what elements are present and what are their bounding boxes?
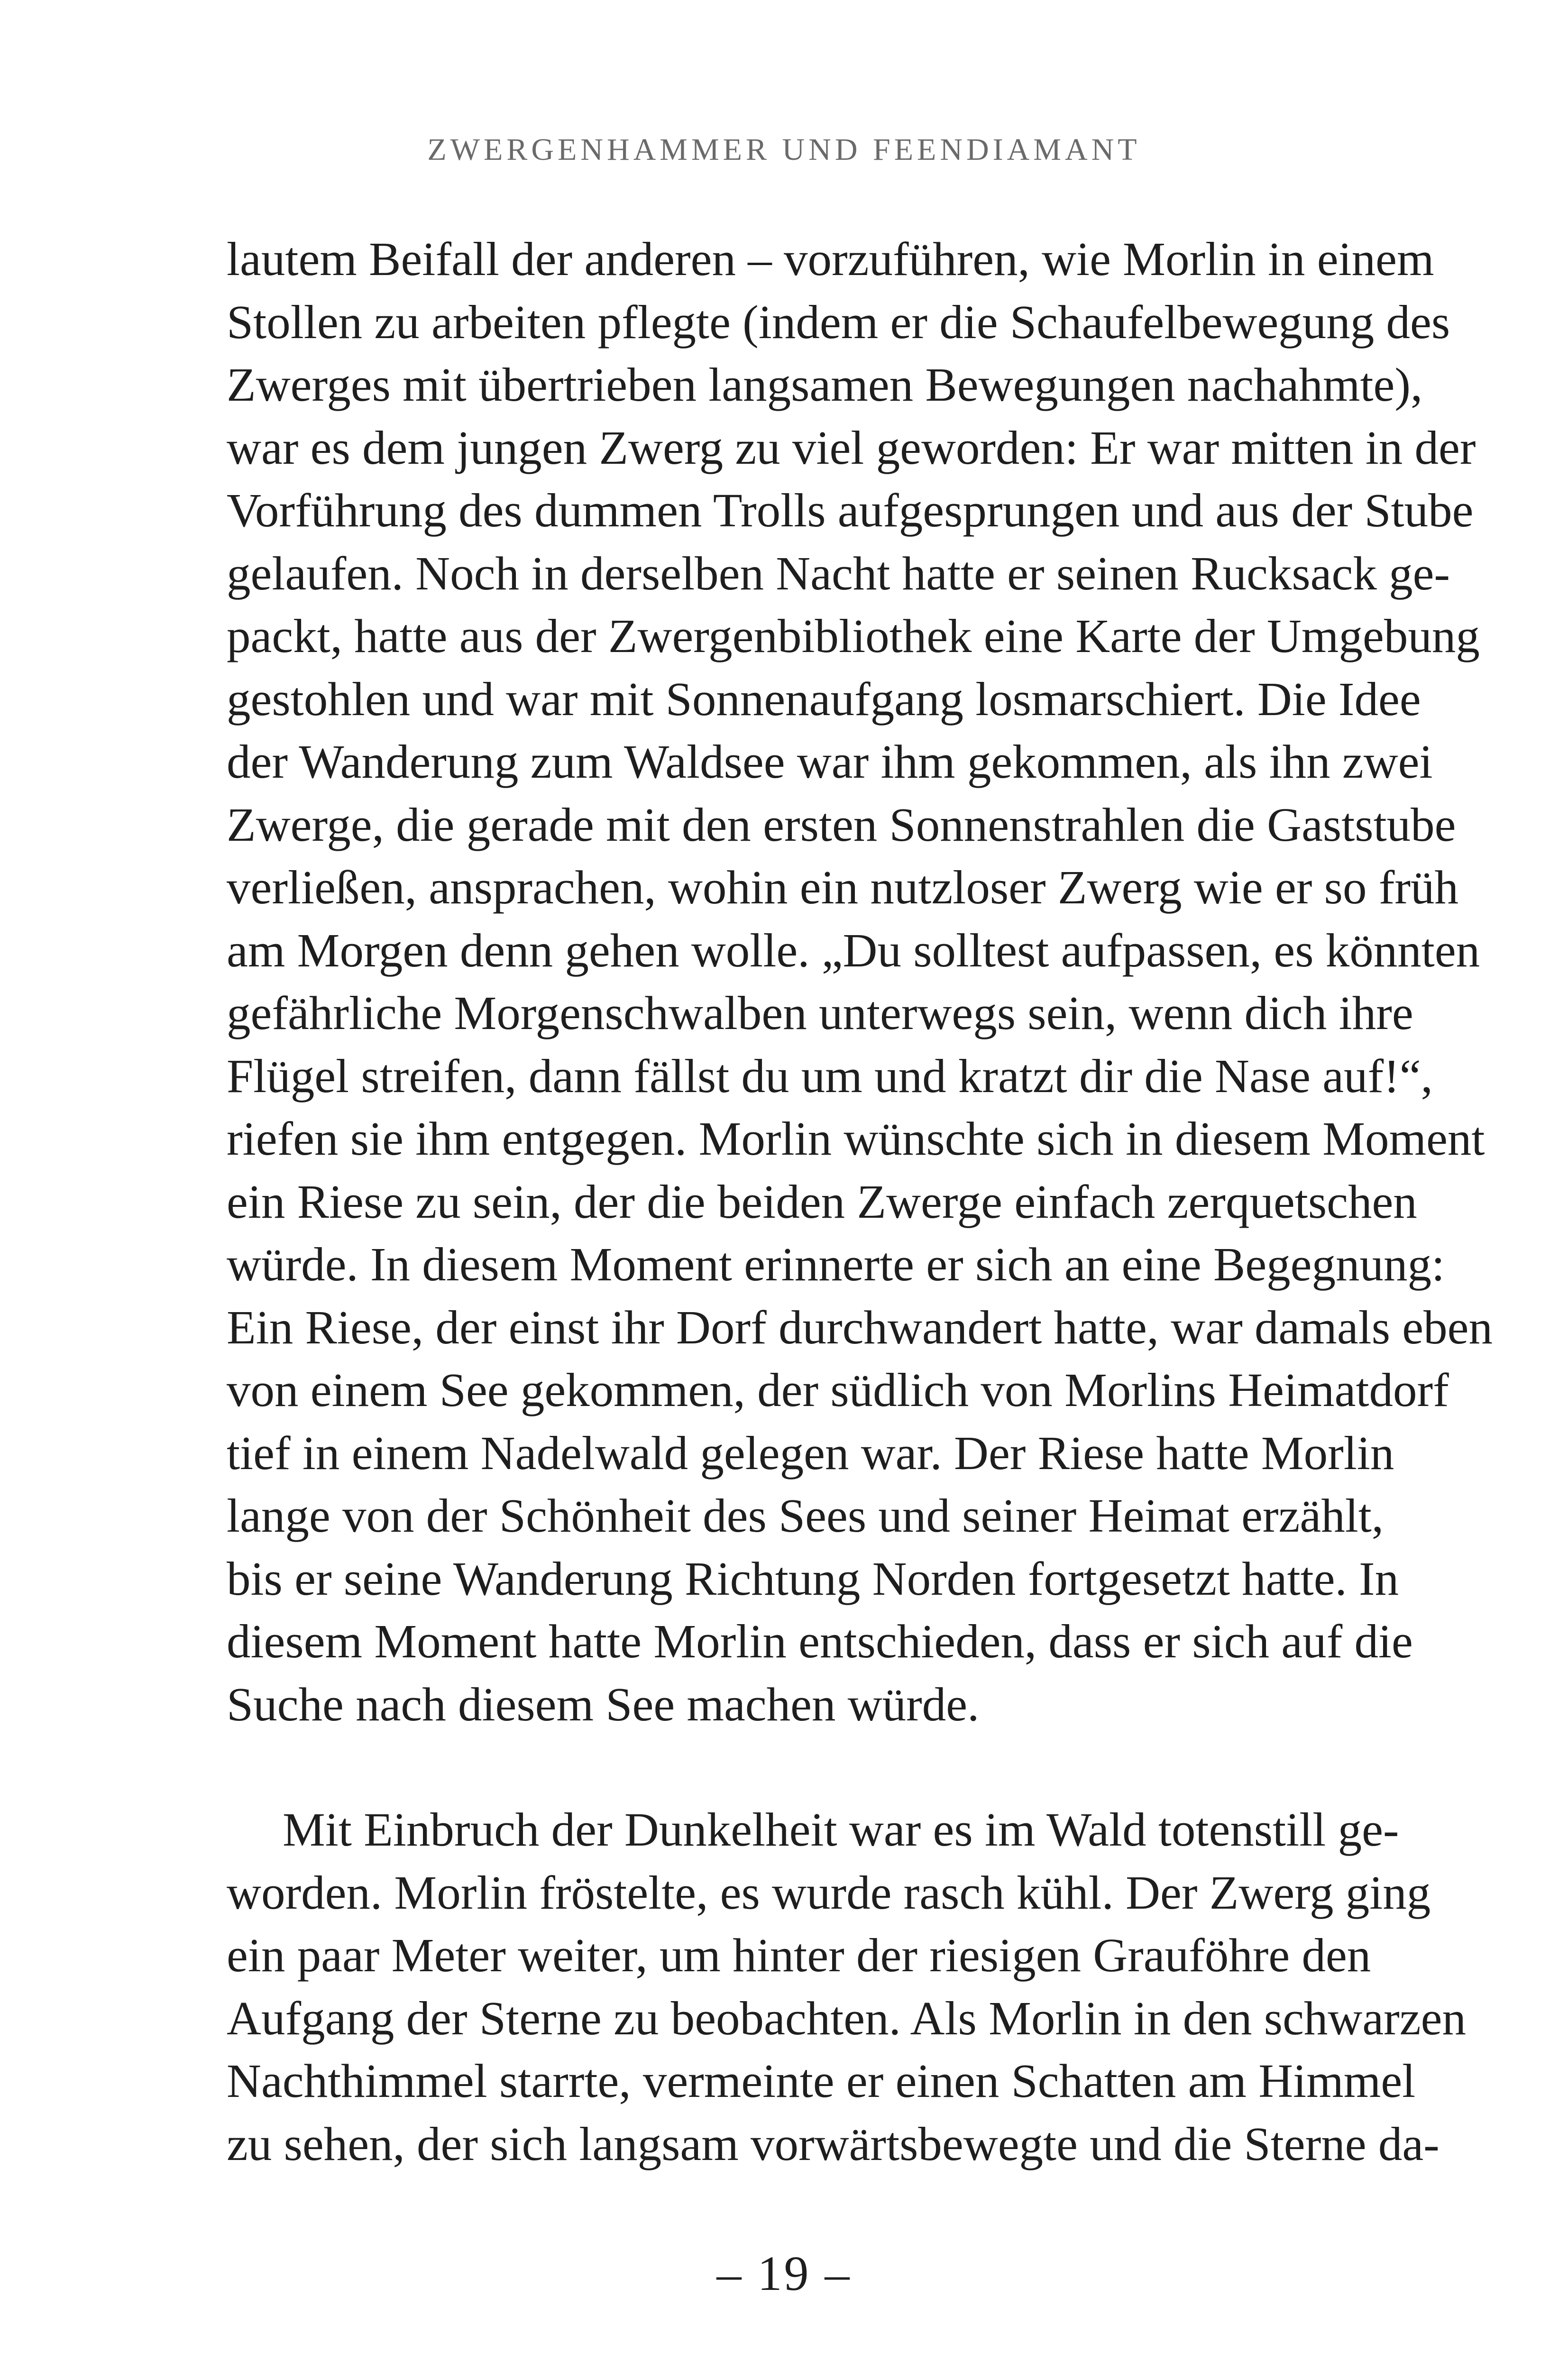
text-line: Aufgang der Sterne zu beobachten. Als Morlin in den schwarzen	[227, 1991, 1466, 2045]
text-line: bis er seine Wanderung Richtung Norden fortgesetzt hatte. In	[227, 1552, 1399, 1605]
text-line: lange von der Schönheit des Sees und seiner Heimat erzählt,	[227, 1489, 1384, 1542]
text-line: Mit Einbruch der Dunkelheit war es im Wald totenstill ge-	[283, 1803, 1399, 1856]
text-line: worden. Morlin fröstelte, es wurde rasch kühl. Der Zwerg ging	[227, 1866, 1431, 1919]
text-line: riefen sie ihm entgegen. Morlin wünschte sich in diesem Moment	[227, 1112, 1485, 1165]
text-line: Zwerges mit übertrieben langsamen Bewegungen nachahmte),	[227, 358, 1423, 411]
body-text	[227, 228, 1493, 2175]
text-line: zu sehen, der sich langsam vorwärtsbewegte und die Sterne da-	[227, 2117, 1440, 2170]
paragraph-spacer	[227, 1736, 1337, 1798]
text-line: lautem Beifall der anderen – vorzuführen, wie Morlin in einem	[227, 232, 1434, 285]
text-line: würde. In diesem Moment erinnerte er sich an eine Begegnung:	[227, 1238, 1445, 1291]
text-line: Zwerge, die gerade mit den ersten Sonnenstrahlen die Gaststube	[227, 798, 1456, 851]
text-line: Ein Riese, der einst ihr Dorf durchwandert hatte, war damals eben	[227, 1300, 1493, 1354]
text-line: diesem Moment hatte Morlin entschieden, dass er sich auf die	[227, 1615, 1413, 1668]
text-line: gestohlen und war mit Sonnenaufgang losmarschiert. Die Idee	[227, 672, 1421, 726]
text-line: gelaufen. Noch in derselben Nacht hatte er seinen Rucksack ge-	[227, 546, 1450, 600]
text-line: tief in einem Nadelwald gelegen war. Der Riese hatte Morlin	[227, 1426, 1394, 1480]
text-line: packt, hatte aus der Zwergenbibliothek eine Karte der Umgebung	[227, 609, 1480, 662]
paragraph-2	[227, 1798, 1466, 2175]
page-number: – 19 –	[716, 2246, 852, 2301]
text-line: von einem See gekommen, der südlich von Morlins Heimatdorf	[227, 1363, 1449, 1416]
text-line: gefährliche Morgenschwalben unterwegs sein, wenn dich ihre	[227, 986, 1413, 1039]
text-line: ein Riese zu sein, der die beiden Zwerge einfach zerquetschen	[227, 1175, 1417, 1228]
text-line: verließen, ansprachen, wohin ein nutzloser Zwerg wie er so früh	[227, 861, 1458, 914]
text-line: der Wanderung zum Waldsee war ihm gekommen, als ihn zwei	[227, 735, 1433, 788]
text-line: war es dem jungen Zwerg zu viel geworden: Er war mitten in der	[227, 421, 1476, 474]
running-head: ZWERGENHAMMER UND FEENDIAMANT	[427, 132, 1141, 167]
text-line: am Morgen denn gehen wolle. „Du solltest aufpassen, es könnten	[227, 923, 1480, 977]
text-line: Suche nach diesem See machen würde.	[227, 1677, 980, 1731]
text-line: Vorführung des dummen Trolls aufgesprungen und aus der Stube	[227, 484, 1474, 537]
text-line: ein paar Meter weiter, um hinter der riesigen Grauföhre den	[227, 1929, 1371, 1982]
text-line: Stollen zu arbeiten pflegte (indem er die Schaufelbewegung des	[227, 295, 1450, 349]
text-line: Flügel streifen, dann fällst du um und kratzt dir die Nase auf!“,	[227, 1049, 1433, 1103]
paragraph-1	[227, 228, 1493, 1736]
text-line: Nachthimmel starrte, vermeinte er einen Schatten am Himmel	[227, 2054, 1416, 2107]
